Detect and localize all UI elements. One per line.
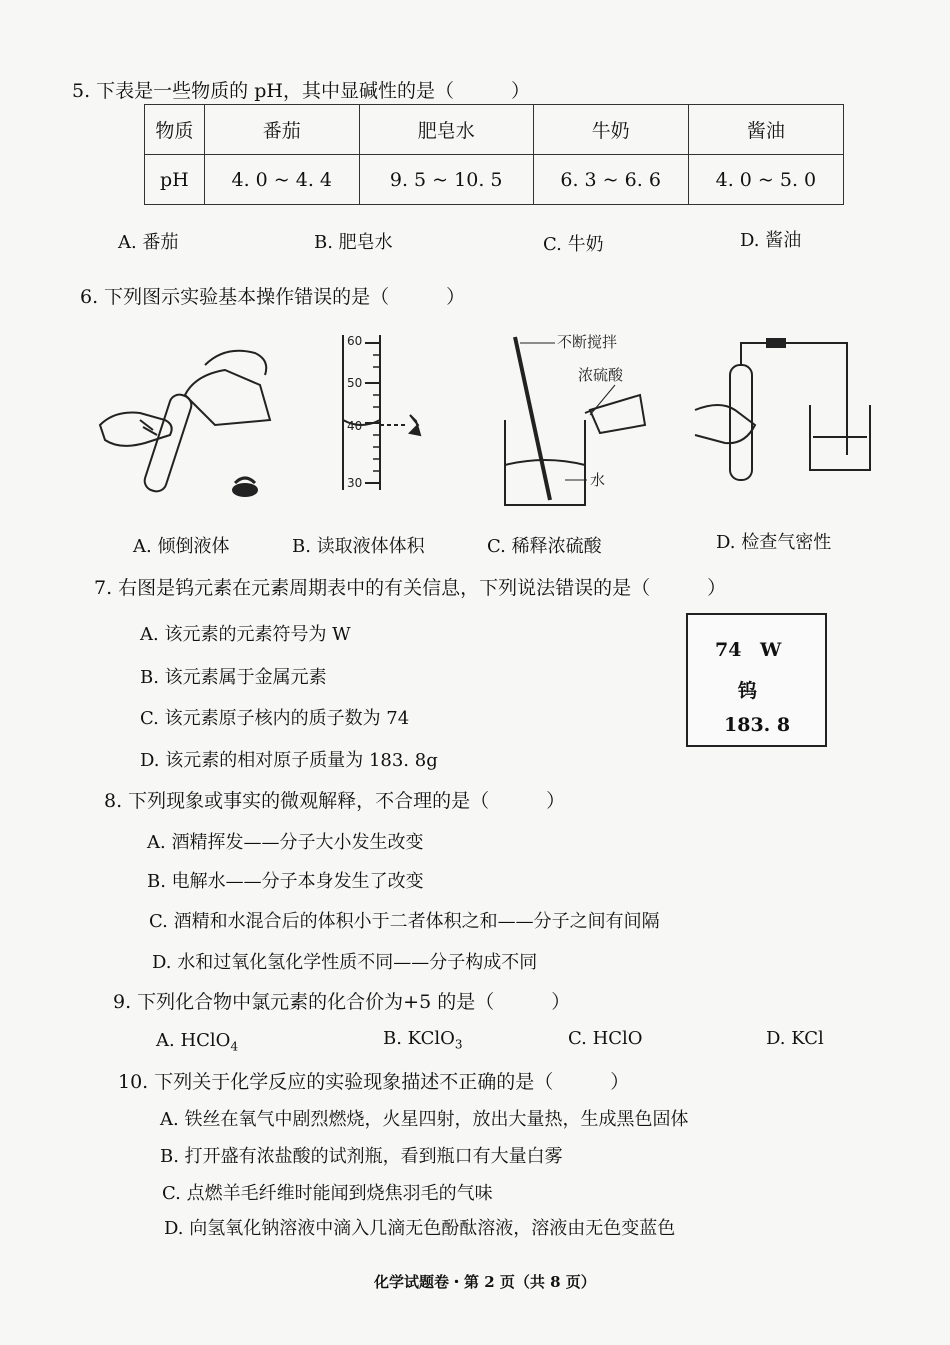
acid-label: 浓硫酸	[578, 366, 624, 384]
table-cell: 4. 0 ~ 4. 4	[204, 155, 359, 205]
q6-stem: 6. 下列图示实验基本操作错误的是（ ）	[80, 286, 466, 308]
q7-stem: 7. 右图是钨元素在元素周期表中的有关信息，下列说法错误的是（ ）	[94, 577, 727, 599]
cylinder-tick-label: 60	[347, 334, 363, 348]
table-header-cell: 肥皂水	[359, 105, 533, 155]
cylinder-tick-label: 50	[347, 376, 363, 390]
q9-stem: 9. 下列化合物中氯元素的化合价为+5 的是（ ）	[113, 991, 571, 1013]
element-symbol: W	[760, 639, 782, 661]
table-row	[145, 155, 844, 205]
table-cell: 6. 3 ~ 6. 6	[533, 155, 688, 205]
table-header-row	[145, 105, 844, 155]
table-header-cell: 番茄	[204, 105, 359, 155]
table-header-cell: 酱油	[688, 105, 843, 155]
graduated-cylinder-illustration	[343, 334, 420, 490]
q10-option-d: D. 向氢氧化钠溶液中滴入几滴无色酚酞溶液，溶液由无色变蓝色	[164, 1218, 676, 1239]
element-card	[686, 613, 827, 747]
q6-option-b: B. 读取液体体积	[292, 536, 425, 557]
table-header-cell: 牛奶	[533, 105, 688, 155]
q8-option-a: A. 酒精挥发——分子大小发生改变	[147, 832, 424, 853]
lab-operations-figure	[95, 325, 885, 530]
q8-option-c: C. 酒精和水混合后的体积小于二者体积之和——分子之间有间隔	[149, 911, 660, 932]
table-cell: 4. 0 ~ 5. 0	[688, 155, 843, 205]
ph-table	[144, 104, 844, 205]
q10-stem: 10. 下列关于化学反应的实验现象描述不正确的是（ ）	[118, 1071, 630, 1093]
q5-option-c: C. 牛奶	[543, 234, 604, 255]
q7-option-b: B. 该元素属于金属元素	[140, 667, 327, 688]
q7-option-c: C. 该元素原子核内的质子数为 74	[140, 708, 410, 729]
q5-option-d: D. 酱油	[740, 230, 802, 251]
page-footer: 化学试题卷・第 2 页（共 8 页）	[374, 1273, 596, 1291]
element-name: 钨	[738, 680, 758, 702]
q5-option-a: A. 番茄	[118, 232, 179, 253]
airtightness-check-illustration	[695, 339, 870, 480]
q6-option-c: C. 稀释浓硫酸	[487, 536, 602, 557]
cylinder-tick-label: 30	[347, 476, 363, 490]
pouring-liquid-illustration	[100, 351, 270, 496]
q7-option-a: A. 该元素的元素符号为 W	[140, 624, 351, 645]
q10-option-a: A. 铁丝在氧气中剧烈燃烧，火星四射，放出大量热，生成黑色固体	[160, 1109, 689, 1130]
q5-option-b: B. 肥皂水	[314, 232, 393, 253]
cylinder-tick-label: 40	[347, 419, 363, 433]
q9-option-c: C. HClO	[568, 1028, 643, 1049]
q9-option-b: B. KClO$_3$	[383, 1028, 463, 1052]
q6-option-d: D. 检查气密性	[716, 532, 832, 553]
dilute-acid-illustration	[505, 333, 645, 505]
q10-option-c: C. 点燃羊毛纤维时能闻到烧焦羽毛的气味	[162, 1183, 493, 1204]
q5-stem: 5. 下表是一些物质的 pH，其中显碱性的是（ ）	[72, 80, 530, 102]
q6-option-a: A. 倾倒液体	[133, 536, 230, 557]
q8-stem: 8. 下列现象或事实的微观解释，不合理的是（ ）	[104, 790, 566, 812]
table-cell: 9. 5 ~ 10. 5	[359, 155, 533, 205]
q10-option-b: B. 打开盛有浓盐酸的试剂瓶，看到瓶口有大量白雾	[160, 1146, 563, 1167]
table-header-cell: 物质	[145, 105, 205, 155]
atomic-mass: 183. 8	[724, 714, 791, 736]
q8-option-d: D. 水和过氧化氢化学性质不同——分子构成不同	[152, 952, 538, 973]
q9-option-a: A. HClO$_4$	[156, 1030, 239, 1054]
table-cell: pH	[145, 155, 205, 205]
q8-option-b: B. 电解水——分子本身发生了改变	[147, 871, 424, 892]
water-label: 水	[590, 471, 606, 489]
stir-label: 不断搅拌	[557, 333, 618, 351]
atomic-number: 74	[715, 639, 742, 661]
q7-option-d: D. 该元素的相对原子质量为 183. 8g	[140, 750, 438, 771]
q9-option-d: D. KCl	[766, 1028, 824, 1049]
